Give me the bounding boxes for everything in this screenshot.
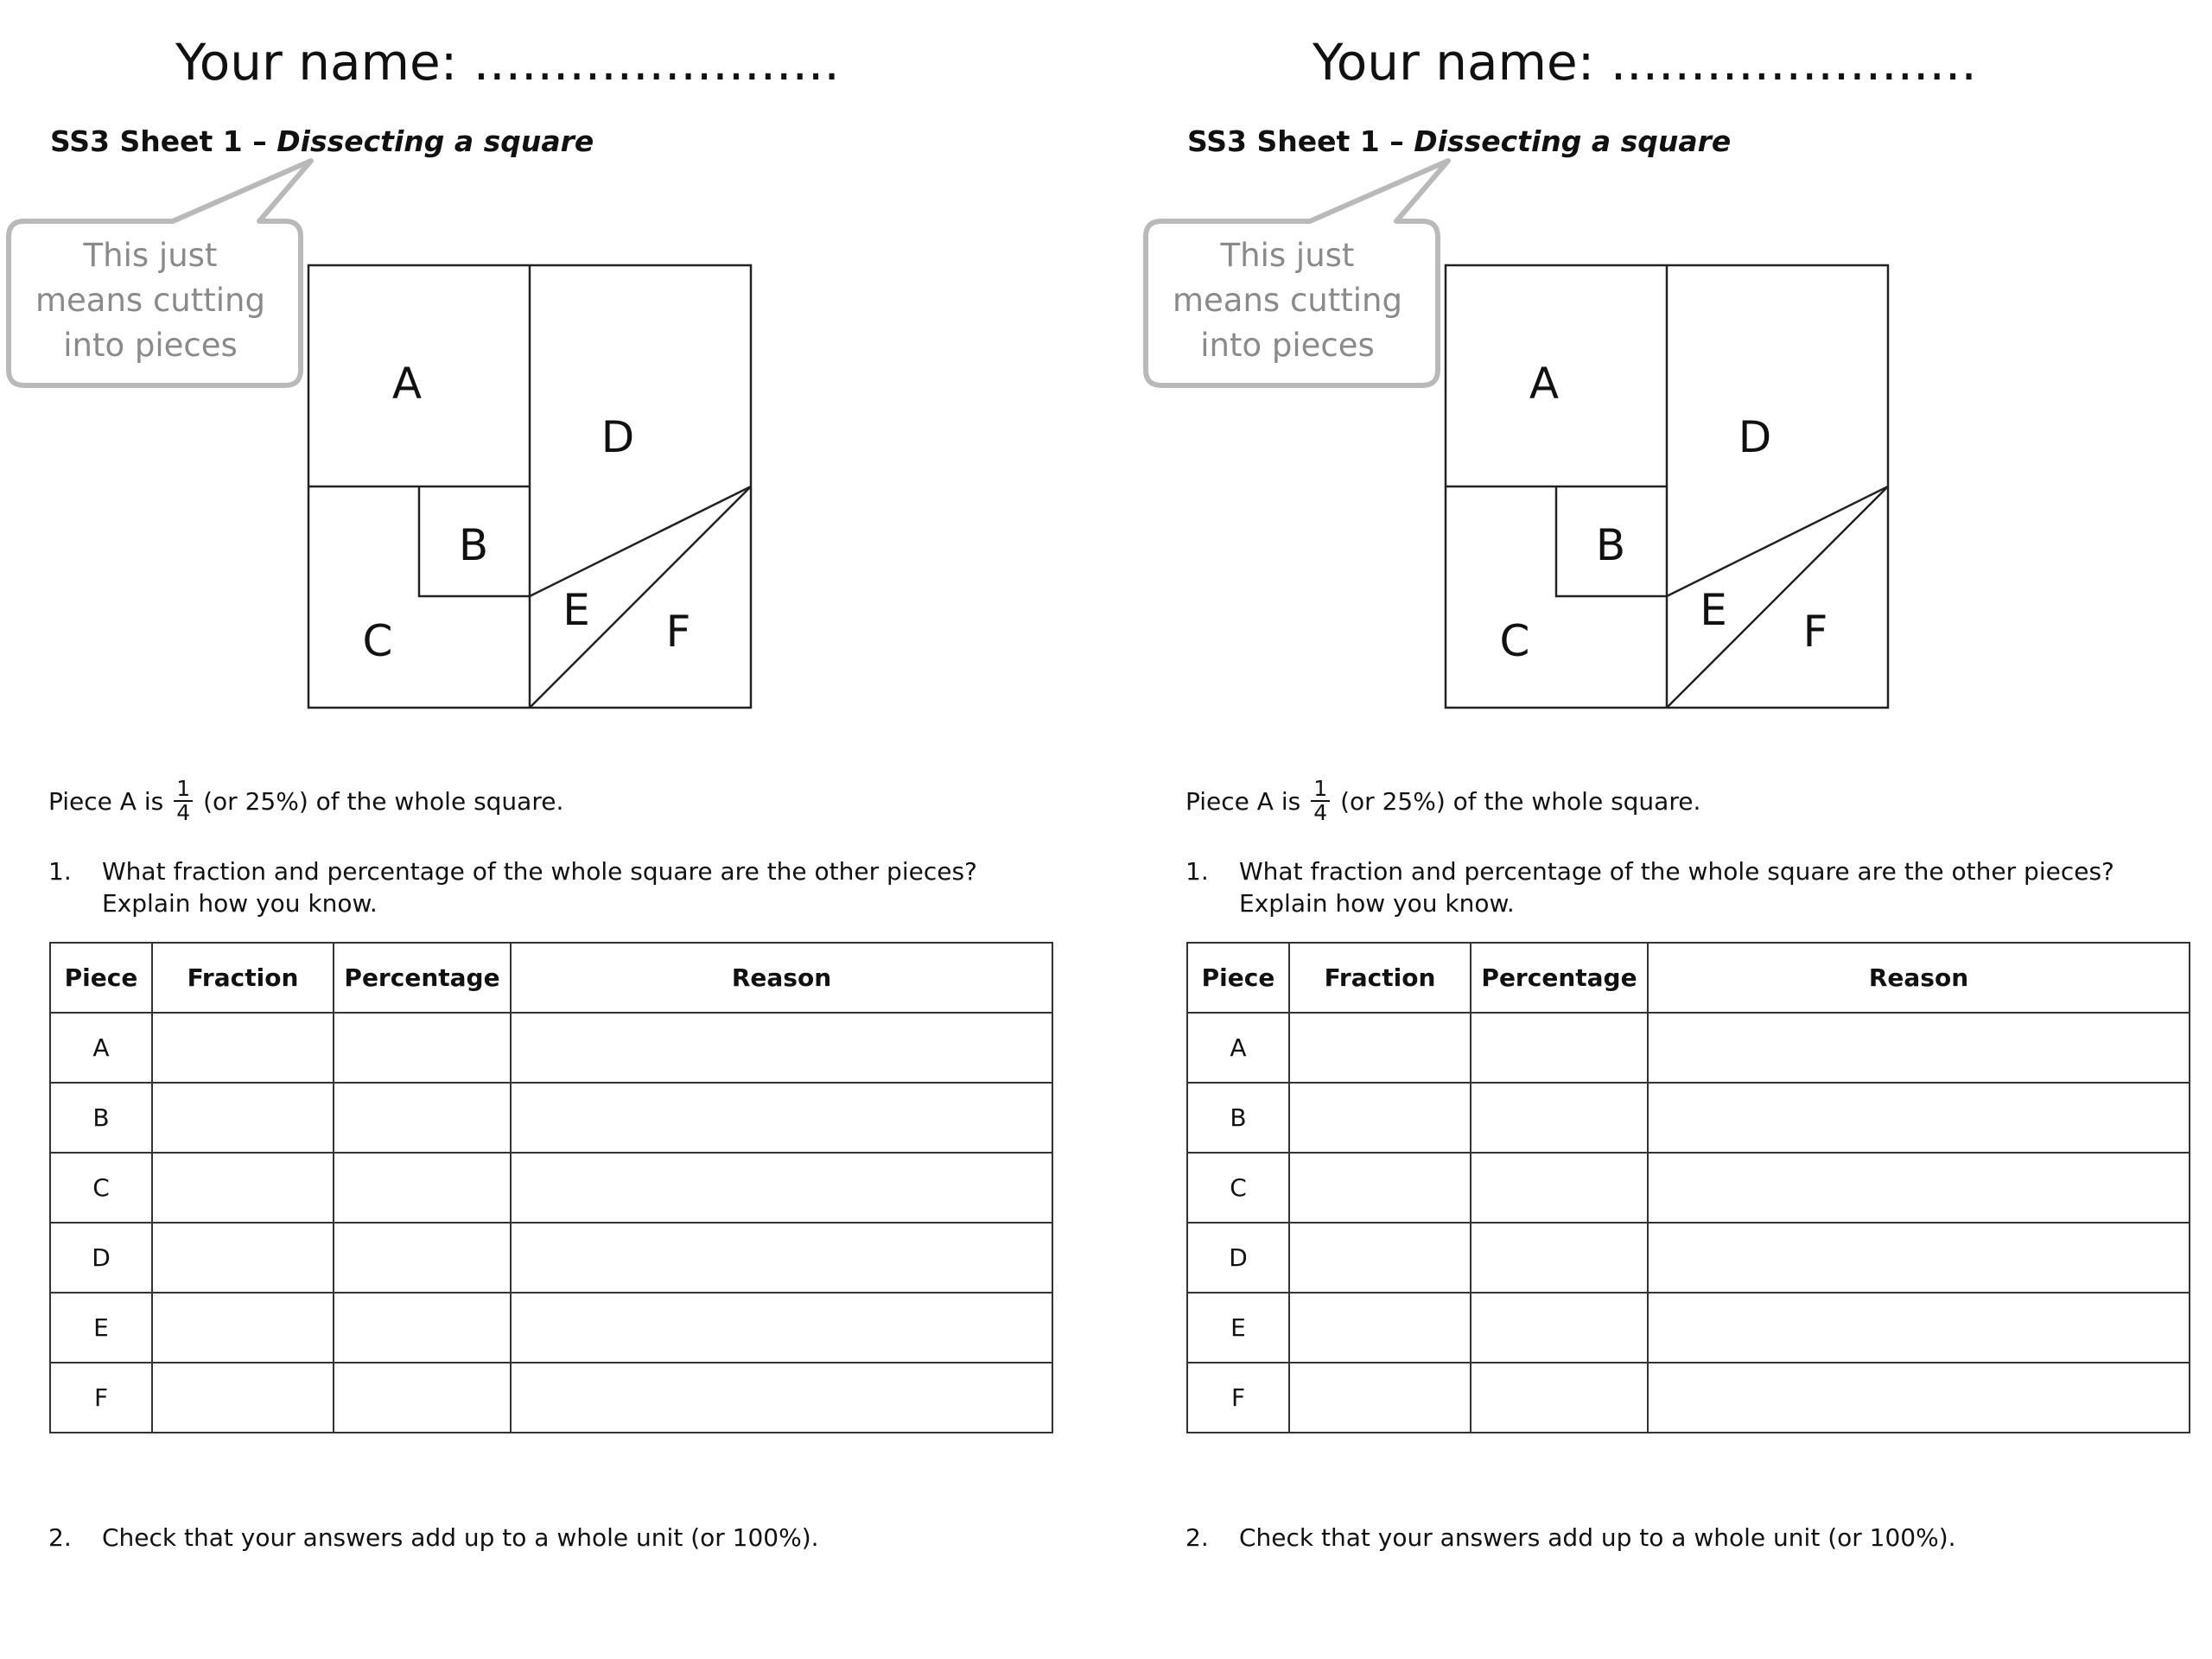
reason-answer-cell[interactable] [1648,1083,2190,1153]
table-header-row [1187,943,2190,1013]
your-name-prompt: Your name: ....................... [1313,33,1977,92]
piece-label-e: E [1700,585,1727,635]
reason-answer-cell[interactable] [1648,1013,2190,1083]
piece-cell: C [50,1153,152,1223]
fraction-answer-cell[interactable] [152,1223,334,1293]
fraction-answer-cell[interactable] [1289,1013,1471,1083]
percentage-answer-cell[interactable] [1471,1013,1648,1083]
fraction-one-quarter [1311,778,1330,824]
table-header-row [50,943,1052,1013]
table-row [50,1293,1052,1363]
column-header-piece: Piece [50,943,152,1013]
percentage-answer-cell[interactable] [334,1013,511,1083]
column-header-reason: Reason [1648,943,2190,1013]
intro-statement [48,778,563,824]
fraction-answer-cell[interactable] [152,1153,334,1223]
piece-label-a: A [391,359,423,409]
piece-cell: A [1187,1013,1289,1083]
question-text: Check that your answers add up to a whole unit (or 100%). [1239,1523,1956,1552]
speech-bubble-line: This just [83,237,218,274]
speech-bubble-text [1149,233,1426,368]
your-name-prompt: Your name: ....................... [175,33,840,92]
sheet-title-italic: Dissecting a square [1414,124,1732,158]
percentage-answer-cell[interactable] [334,1363,511,1433]
piece-cell: B [1187,1083,1289,1153]
fraction-denominator: 4 [176,800,191,825]
table-row [1187,1223,2190,1293]
question-2 [48,1523,819,1552]
table-row [50,1083,1052,1153]
percentage-answer-cell[interactable] [1471,1223,1648,1293]
piece-cell: B [50,1083,152,1153]
intro-suffix: (or 25%) of the whole square. [1340,786,1701,816]
question-text: What fraction and percentage of the whole square are the other pieces? [1239,857,2114,886]
reason-answer-cell[interactable] [511,1153,1052,1223]
reason-answer-cell[interactable] [1648,1363,2190,1433]
fraction-one-quarter [174,778,193,824]
sheet-code: SS3 Sheet 1 – [1187,124,1404,158]
reason-answer-cell[interactable] [1648,1223,2190,1293]
column-header-percentage: Percentage [1471,943,1648,1013]
fraction-denominator: 4 [1313,800,1328,825]
table-row [1187,1083,2190,1153]
piece-d-lower-edge [1667,486,1888,596]
column-header-fraction: Fraction [1289,943,1471,1013]
percentage-answer-cell[interactable] [1471,1363,1648,1433]
piece-label-c: C [1499,616,1530,666]
table-row [50,1013,1052,1083]
reason-answer-cell[interactable] [511,1363,1052,1433]
column-header-piece: Piece [1187,943,1289,1013]
column-header-percentage: Percentage [334,943,511,1013]
question-number: 2. [48,1523,72,1552]
piece-label-a: A [1529,359,1560,409]
percentage-answer-cell[interactable] [334,1293,511,1363]
intro-prefix: Piece A is [1185,786,1301,816]
reason-answer-cell[interactable] [511,1293,1052,1363]
question-1 [1185,857,2114,918]
reason-answer-cell[interactable] [511,1083,1052,1153]
table-row [1187,1363,2190,1433]
intro-prefix: Piece A is [48,786,164,816]
question-text: What fraction and percentage of the whole square are the other pieces? [102,857,977,886]
dissected-square [302,259,769,726]
percentage-answer-cell[interactable] [1471,1083,1648,1153]
speech-bubble-line: into pieces [63,327,238,364]
question-number: 1. [1185,857,1209,886]
table-row [1187,1153,2190,1223]
piece-label-b: B [1595,520,1626,570]
reason-answer-cell[interactable] [511,1223,1052,1293]
sheet-code: SS3 Sheet 1 – [50,124,267,158]
piece-cell: C [1187,1153,1289,1223]
fraction-answer-cell[interactable] [1289,1223,1471,1293]
piece-label-f: F [1802,607,1828,657]
percentage-answer-cell[interactable] [334,1083,511,1153]
question-subtext: Explain how you know. [102,889,378,918]
percentage-answer-cell[interactable] [1471,1153,1648,1223]
piece-label-b: B [458,520,489,570]
column-header-fraction: Fraction [152,943,334,1013]
question-subtext: Explain how you know. [1239,889,1515,918]
fraction-answer-cell[interactable] [152,1363,334,1433]
answer-table [1186,942,2190,1433]
piece-label-c: C [362,616,393,666]
question-2 [1185,1523,1956,1552]
column-header-reason: Reason [511,943,1052,1013]
reason-answer-cell[interactable] [1648,1153,2190,1223]
sheet-title-italic: Dissecting a square [276,124,594,158]
piece-label-e: E [563,585,590,635]
fraction-answer-cell[interactable] [1289,1083,1471,1153]
fraction-answer-cell[interactable] [1289,1293,1471,1363]
reason-answer-cell[interactable] [1648,1293,2190,1363]
piece-cell: F [1187,1363,1289,1433]
piece-cell: D [50,1223,152,1293]
speech-bubble-line: into pieces [1200,327,1375,364]
piece-label-d: D [601,412,635,462]
intro-suffix: (or 25%) of the whole square. [203,786,564,816]
speech-bubble-line: means cutting [1173,282,1402,319]
fraction-answer-cell[interactable] [152,1293,334,1363]
fraction-numerator: 1 [1311,778,1330,802]
piece-label-f: F [665,607,691,657]
question-1 [48,857,977,918]
piece-label-d: D [1738,412,1772,462]
question-text: Check that your answers add up to a whole unit (or 100%). [102,1523,819,1552]
piece-cell: A [50,1013,152,1083]
fraction-answer-cell[interactable] [152,1013,334,1083]
fraction-answer-cell[interactable] [1289,1363,1471,1433]
speech-bubble-line: means cutting [35,282,265,319]
table-row [1187,1293,2190,1363]
percentage-answer-cell[interactable] [334,1223,511,1293]
intro-statement [1185,778,1700,824]
question-number: 2. [1185,1523,1209,1552]
table-row [50,1363,1052,1433]
piece-cell: D [1187,1223,1289,1293]
speech-bubble-line: This just [1220,237,1355,274]
fraction-answer-cell[interactable] [1289,1153,1471,1223]
reason-answer-cell[interactable] [511,1013,1052,1083]
answer-table [49,942,1053,1433]
piece-d-lower-edge [530,486,751,596]
table-row [50,1153,1052,1223]
piece-cell: E [50,1293,152,1363]
fraction-answer-cell[interactable] [152,1083,334,1153]
percentage-answer-cell[interactable] [334,1153,511,1223]
speech-bubble-text [12,233,289,368]
fraction-numerator: 1 [174,778,193,802]
question-number: 1. [48,857,72,886]
piece-cell: E [1187,1293,1289,1363]
percentage-answer-cell[interactable] [1471,1293,1648,1363]
worksheet-right [1137,0,2212,1659]
dissected-square [1440,259,1906,726]
table-row [50,1223,1052,1293]
piece-cell: F [50,1363,152,1433]
table-row [1187,1013,2190,1083]
